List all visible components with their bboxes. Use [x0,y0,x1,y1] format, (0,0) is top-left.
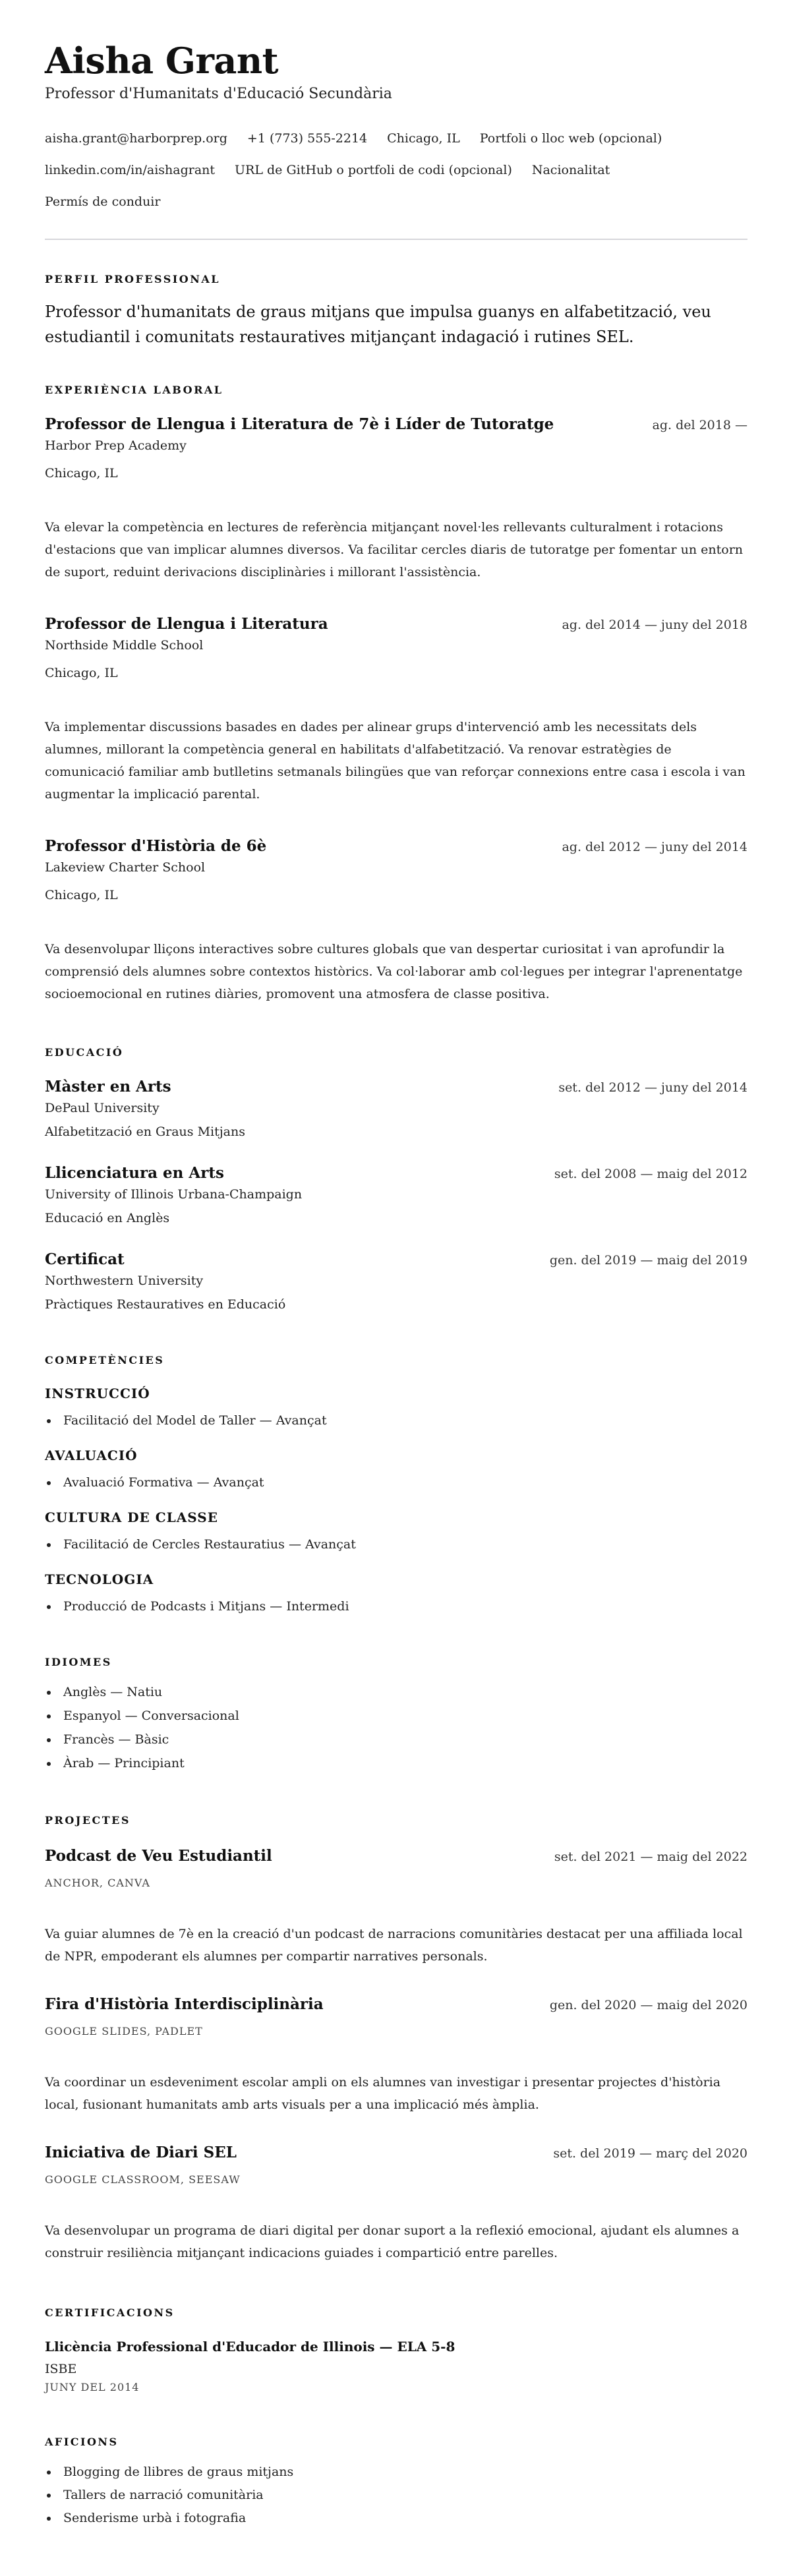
project-tech: GOOGLE CLASSROOM, SEESAW [45,2173,241,2186]
contact-info [45,123,747,218]
certification-entry [45,2337,747,2396]
experience-title: Professor d'Història de 6è [45,837,267,855]
education-degree: Màster en Arts [45,1078,171,1096]
contact-portfolio[interactable]: Portfoli o lloc web (opcional) [479,131,662,146]
experience-date: ag. del 2014 — juny del 2018 [562,618,747,632]
skill-item: Facilitació del Model de Taller — Avançat [45,1411,747,1430]
section-heading-certifications: CERTIFICACIONS [45,2306,175,2319]
contact-license: Permís de conduir [45,194,161,209]
project-title: Podcast de Veu Estudiantil [45,1847,272,1865]
experience-description: Va elevar la competència en lectures de referència mitjançant novel·les rellevants culturalment i rotacions d'estacions que van implicar alumnes diversos. Va facilitar cercles diaris de tutoratge per fomentar un entorn de suport, reduint derivacions disciplinàries i millorant l'assistència. [45,520,744,579]
hobby-item: Tallers de narració comunitària [45,2485,747,2505]
skill-item: Facilitació de Cercles Restauratius — Avançat [45,1535,747,1554]
section-heading-profile: PERFIL PROFESSIONAL [45,273,220,285]
contact-email[interactable]: aisha.grant@harborprep.org [45,131,227,146]
skill-group-title: AVALUACIÓ [45,1448,138,1463]
experience-date: ag. del 2012 — juny del 2014 [562,840,747,854]
section-heading-languages: IDIOMES [45,1656,112,1668]
job-title: Professor d'Humanitats d'Educació Secundària [45,86,392,102]
candidate-name: Aisha Grant [45,40,279,82]
section-heading-hobbies: AFICIONS [45,2436,119,2448]
skill-group-title: TECNOLOGIA [45,1571,154,1587]
certification-issuer: ISBE [45,2362,77,2376]
section-heading-experience: EXPERIÈNCIA LABORAL [45,384,223,396]
experience-entry [45,614,747,805]
experience-title: Professor de Llengua i Literatura de 7è i Líder de Tutoratge [45,415,554,433]
hobby-item: Senderisme urbà i fotografia [45,2508,747,2528]
education-school: DePaul University [45,1101,160,1115]
project-title: Iniciativa de Diari SEL [45,2144,237,2161]
project-title: Fira d'Història Interdisciplinària [45,1995,324,2013]
education-date: set. del 2012 — juny del 2014 [558,1080,747,1095]
contact-phone[interactable]: +1 (773) 555-2214 [247,131,368,146]
education-school: Northwestern University [45,1273,204,1288]
education-date: set. del 2008 — maig del 2012 [554,1167,747,1181]
experience-entry [45,414,747,583]
profile-summary: Professor d'humanitats de graus mitjans que impulsa guanys en alfabetització, veu estudiantil i comunitats restauratives mitjançant indagació i rutines SEL. [45,303,711,346]
experience-org: Harbor Prep Academy [45,438,187,453]
language-item: Espanyol — Conversacional [45,1706,747,1726]
resume [45,0,747,2528]
language-item: Àrab — Principiant [45,1753,747,1773]
contact-nationality: Nacionalitat [531,163,610,177]
project-date: set. del 2021 — maig del 2022 [554,1850,747,1864]
contact-location: Chicago, IL [387,131,460,146]
skill-item: Producció de Podcasts i Mitjans — Intermedi [45,1596,747,1616]
project-entry [45,1846,747,1968]
certification-title: Llicència Professional d'Educador de Illinois — ELA 5-8 [45,2339,455,2355]
experience-date: ag. del 2018 — [652,418,747,432]
experience-location: Chicago, IL [45,666,118,680]
language-item: Francès — Bàsic [45,1730,747,1749]
project-description: Va guiar alumnes de 7è en la creació d'un podcast de narracions comunitàries destacat per una affiliada local de NPR, empoderant els alumnes per compartir narratives personals. [45,1927,743,1964]
project-description: Va coordinar un esdeveniment escolar ampli on els alumnes van investigar i presentar projectes d'història local, fusionant humanitats amb arts visuals per a una implicació més àmplia. [45,2075,721,2112]
project-date: set. del 2019 — març del 2020 [553,2146,747,2161]
education-field: Educació en Anglès [45,1211,170,1225]
project-entry [45,2142,747,2264]
education-school: University of Illinois Urbana-Champaign [45,1187,303,1202]
education-date: gen. del 2019 — maig del 2019 [549,1253,747,1268]
project-tech: GOOGLE SLIDES, PADLET [45,2025,203,2037]
skill-group-title: INSTRUCCIÓ [45,1386,150,1401]
contact-github[interactable]: URL de GitHub o portfoli de codi (opcional) [235,163,512,177]
project-tech: ANCHOR, CANVA [45,1877,150,1889]
experience-title: Professor de Llengua i Literatura [45,615,328,633]
education-field: Alfabetització en Graus Mitjans [45,1125,245,1139]
experience-location: Chicago, IL [45,888,118,902]
experience-org: Northside Middle School [45,638,204,653]
experience-entry [45,836,747,1005]
language-item: Anglès — Natiu [45,1682,747,1702]
skill-item: Avaluació Formativa — Avançat [45,1473,747,1492]
divider [45,239,747,240]
experience-description: Va implementar discussions basades en dades per alinear grups d'intervenció amb les necessitats dels alumnes, millorant la competència general en habilitats d'alfabetització. Va renovar estratègies de comunicació familiar amb butlletins setmanals bilingües que van reforçar connexions entre casa i escola i van augmentar la implicació parental. [45,720,746,802]
experience-location: Chicago, IL [45,466,118,481]
education-entry [45,1076,747,1142]
section-heading-projects: PROJECTES [45,1814,131,1827]
education-degree: Certificat [45,1250,125,1268]
certification-date: JUNY DEL 2014 [45,2381,140,2393]
contact-linkedin[interactable]: linkedin.com/in/aishagrant [45,163,216,177]
education-field: Pràctiques Restauratives en Educació [45,1297,286,1312]
education-degree: Llicenciatura en Arts [45,1164,224,1182]
hobbies-list [45,2462,747,2528]
experience-org: Lakeview Charter School [45,860,206,875]
project-date: gen. del 2020 — maig del 2020 [549,1998,747,2012]
project-description: Va desenvolupar un programa de diari digital per donar suport a la reflexió emocional, ajudant els alumnes a construir resiliència mitjançant indicacions guiades i compartició entre parelles. [45,2223,740,2260]
hobby-item: Blogging de llibres de graus mitjans [45,2462,747,2482]
section-heading-skills: COMPETÈNCIES [45,1354,165,1366]
education-entry [45,1249,747,1314]
experience-description: Va desenvolupar lliçons interactives sobre cultures globals que van despertar curiositat i van aprofundir la comprensió dels alumnes sobre contextos històrics. Va col·laborar amb col·legues per integrar l'aprenentatge socioemocional en rutines diàries, promovent una atmosfera de classe positiva. [45,942,743,1001]
languages-list [45,1682,747,1773]
skill-group-title: CULTURA DE CLASSE [45,1509,218,1525]
education-entry [45,1163,747,1228]
project-entry [45,1994,747,2116]
section-heading-education: EDUCACIÓ [45,1046,124,1059]
